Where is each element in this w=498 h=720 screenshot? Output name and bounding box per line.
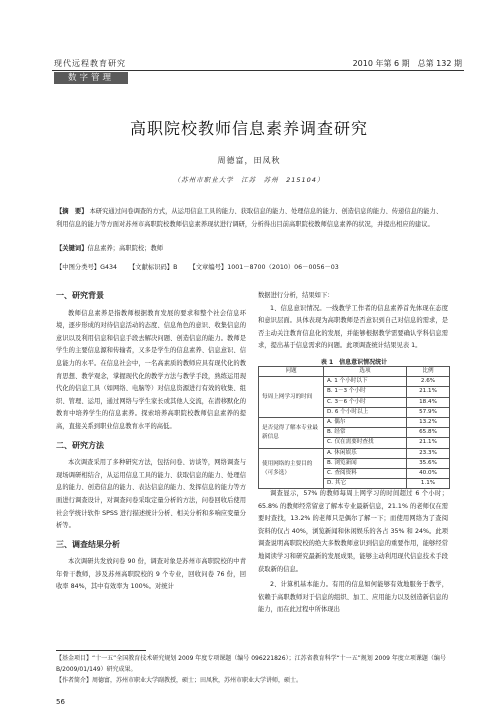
table-header-cell: 比例 (407, 367, 450, 377)
doc-code: 【文献标识码】B (129, 264, 178, 271)
option-cell: A. 休闲娱乐 (324, 448, 407, 458)
option-cell: D. 6 个小时以上 (324, 407, 407, 417)
section-tab: 数字管理 (54, 72, 128, 84)
percent-cell: 23.3% (407, 448, 450, 458)
option-cell: B. 经常 (324, 428, 407, 438)
classification-codes (56, 262, 349, 271)
option-cell: A. 1 个小时以下 (324, 377, 407, 387)
table-row (259, 448, 450, 458)
left-column (56, 290, 246, 594)
option-cell: D. 其它 (324, 479, 407, 489)
right-column-bottom (258, 488, 448, 617)
clc-code: 【中图分类号】G434 (56, 264, 117, 271)
footnotes (56, 653, 448, 686)
percent-cell: 2.6% (407, 377, 450, 387)
option-cell: C. 3－6 个小时 (324, 397, 407, 407)
table-row (259, 377, 450, 387)
results-paragraph: 本次调研共发放问卷 90 份，调查对象是苏州市高职院校的中青年骨干教师，涉及苏州高职院校的 9 个专业，回收问卷 76 份，回收率 84%，其中有效率为 100%。对统计 (56, 558, 246, 591)
header-rule (52, 70, 464, 71)
table-caption: 表 1 信息意识情况统计 (320, 359, 388, 366)
affiliation: （苏州市职业大学 江苏 苏州 215104） (173, 176, 325, 184)
abstract (56, 205, 448, 231)
abstract-text: 本研究通过问卷调查的方式，从运用信息工具的能力、获取信息的能力、处理信息的能力、创造信息的能力、传递信息的能力、利用信息的能力等方面对苏州市高职院校教师信息素养现状进行调研，分析得出目前高职院校教师信息素养的状况，并提出相应的建议。 (56, 208, 443, 229)
percent-cell: 1.1% (407, 479, 450, 489)
percent-cell: 40.0% (407, 469, 450, 479)
journal-name: 现代远程教育研究 (54, 59, 126, 68)
section-heading-results: 三、调查结果分析 (56, 539, 120, 549)
awareness-paragraph: 1、信息意识情况。一线教学工作者的信息素养首先体现在态度和意识层面。具体表现为高职教师是否意识到自己对信息的需求，是否主动关注教育信息化的发展，并能够根据教学需要确认学科信息需求，提出基于信息需求的问题。此项调查统计结果见表 1。 (258, 304, 448, 350)
method-paragraph: 本次调查采用了多种研究方法，包括问卷、访谈等，网络调查与现场调研相结合，从运用信息工具的能力、获取信息的能力、处理信息的能力、创造信息的能力、表达信息的能力、发挥信息的能力等方面进行调查设计，对调查问卷采取定量分析的方法，问卷回收后使用社会学统计软件 SPSS 进行描述统计分析、相关分析和多响应变量分析等。 (56, 459, 246, 530)
option-cell: B. 1－3 个小时 (324, 387, 407, 397)
table-1 (258, 366, 450, 489)
info-awareness-table (258, 366, 450, 489)
question-cell: 使用网络的主要目的（可多选） (259, 448, 324, 489)
percent-cell: 18.4% (407, 397, 450, 407)
percent-cell: 13.2% (407, 418, 450, 428)
percent-cell: 21.1% (407, 438, 450, 448)
section-heading-background: 一、研究背景 (56, 291, 104, 300)
percent-cell: 57.9% (407, 407, 450, 417)
footnote-rule (56, 650, 146, 651)
option-cell: B. 浏览新闻 (324, 458, 407, 468)
issue-info: 2010 年第 6 期 总第 132 期 (352, 59, 462, 68)
keywords-text: 信息素养；高职院校；教师 (87, 245, 164, 252)
question-cell: 是否觉得了解本专业最新信息 (259, 418, 324, 449)
option-cell: A. 偶尔 (324, 418, 407, 428)
option-cell: C. 查阅资料 (324, 469, 407, 479)
table-row (259, 418, 450, 428)
authors: 周德富，田凤秋 (217, 156, 281, 165)
keywords (56, 243, 163, 252)
keywords-label: 【关键词】 (56, 245, 88, 252)
table-header-cell: 选项 (324, 367, 407, 377)
survey-findings-paragraph: 调查显示，57% 的教师每周上网学习的时间超过 6 个小时；65.8% 的教师经常留意了解本专业最新信息，21.1% 的老师仅在需要时查找，13.2% 的老师只是偶尔了解一下；而使用网络为了查阅资料的仅占 40%，浏览新闻和休闲娱乐的各占 35% 和 24%。此项调查说明高职院校的绝大多数教师意识到信息的重要作用，能够经常地阅读学习和研究最新的发展成果，能够主动利用现代信息技术手段获取新的信息。 (258, 490, 448, 573)
question-cell: 每周上网学习的时间 (259, 377, 324, 418)
author-note: 【作者简介】周德富，苏州市职业大学副教授，硕士；田凤秋，苏州市职业大学讲师，硕士。 (56, 677, 303, 684)
percent-cell: 65.8% (407, 428, 450, 438)
right-column-top (258, 290, 448, 353)
computer-ability-paragraph: 2、计算机基本能力。有用的信息如何能够有效地服务于教学，依赖于高职教师对于信息的组织、加工、应用能力以及创造新信息的能力，而在此过程中所体现出 (258, 581, 448, 614)
abstract-label: 【摘 要】 (56, 208, 88, 215)
results-intro: 数据进行分析，结果如下： (258, 292, 334, 299)
percent-cell: 35.6% (407, 458, 450, 468)
section-heading-method: 二、研究方法 (56, 440, 104, 450)
background-paragraph: 教师信息素养是指教师根据教育发展的要求和整个社会信息环境，逐步形成的对待信息活动的态度、信息角色的意识、收集信息的意识以及利用信息和信息手段去解决问题、创造信息的能力。教师是学生的主要信息源和传输者，又多是学生的信息素养、信息意识、信息能力的水平。在信息社会中，一名高素质的教师应具有现代化的教育思想、教学观念，掌握现代化的教学方法与教学手段，熟练运用现代化的信息工具（如网络、电脑等）对信息资源进行有效的收集、组织、管理、运用，通过网络与学生家长或其他人交流，在潜移默化的教育中培养学生的信息素养。探索培养高职院校教师信息素养的提高，直接关系到职业信息教育水平的高低。 (56, 309, 246, 430)
option-cell: C. 仅在需要时查找 (324, 438, 407, 448)
fund-note: 【基金项目】“十一五”全国教育技术研究规划 2009 年度专项课题（编号 096221826）；江苏省教育科学“十一五”规划 2009 年度立项课题（编号 B/2009/01/149）研究成果。 (56, 655, 446, 673)
table-header-cell: 问题 (259, 367, 324, 377)
page-number: 56 (56, 698, 65, 706)
table-header-row (259, 367, 450, 377)
article-number: 【文章编号】1001－8700（2010）06－0056－03 (189, 264, 339, 271)
paper-title: 高职院校教师信息素养调查研究 (129, 119, 368, 138)
percent-cell: 21.1% (407, 387, 450, 397)
